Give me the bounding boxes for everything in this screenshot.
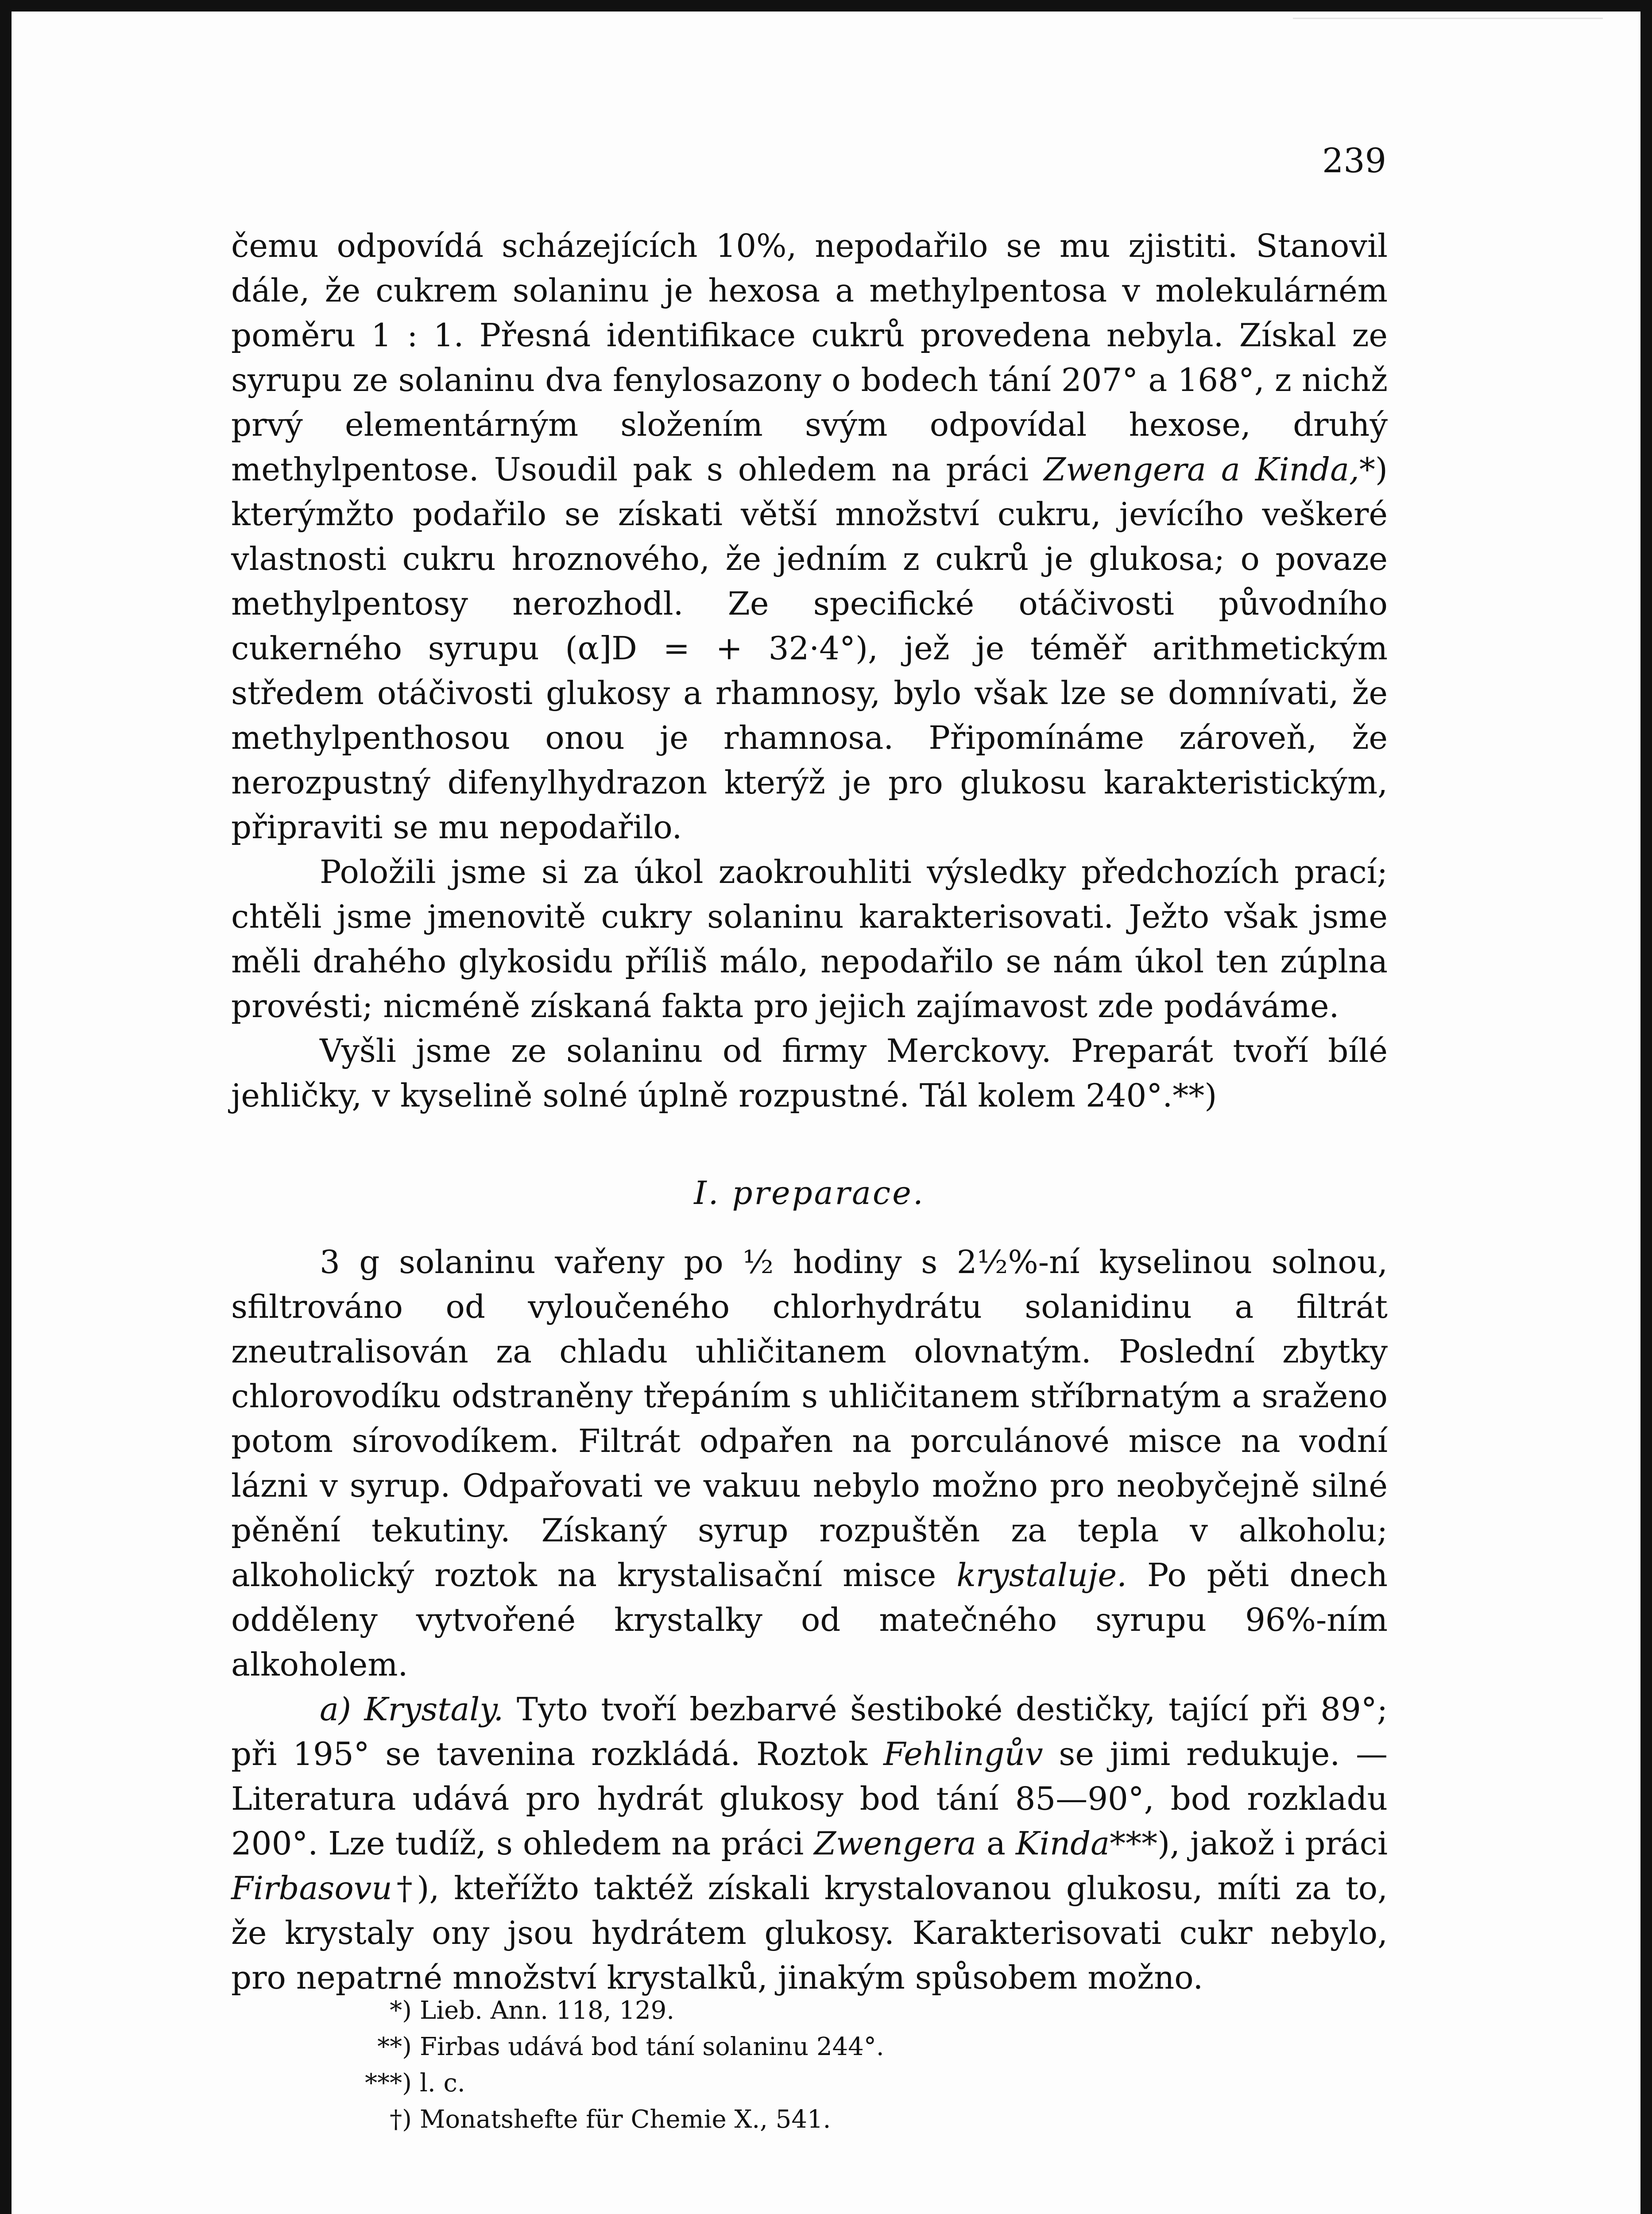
paragraph-5: a) Krystaly. Tyto tvoří bezbarvé šestiboké destičky, tající při 89°; při 195° se tavenina rozkládá. Roztok Fehlingův se jimi redukuje. — Literatura udává pro hydrát glukosy bod tání 85—90°, bod rozkladu 200°. Lze tudíž, s ohledem na práci Zwengera a Kinda***), jakož i práci Firbasovu†), kteřížto taktéž získali krystalovanou glukosu, míti za to, že krystaly ony jsou hydrátem glukosy. Karakterisovati cukr nebylo, pro nepatrné množství krystalků, jinakým spůsobem možno.	[231, 1691, 1388, 1996]
footnote: *) Lieb. Ann. 118, 129.	[390, 1996, 675, 2025]
footnote: †) Monatshefte für Chemie X., 541.	[390, 2105, 831, 2134]
page-number: 239	[1322, 141, 1386, 180]
paragraph-3: Vyšli jsme ze solaninu od firmy Merckovy. Preparát tvoří bílé jehličky, v kyselině solné úplně rozpustné. Tál kolem 240°.**)	[231, 1032, 1388, 1114]
footnotes	[345, 1993, 1364, 2138]
text-block-2	[231, 1240, 1388, 2000]
footnote: **) Firbas udává bod tání solaninu 244°.	[377, 2032, 884, 2061]
paragraph-2: Položili jsme si za úkol zaokrouhliti výsledky předchozích prací; chtěli jsme jmenovitě cukry solaninu karakterisovati. Ježto však jsme měli drahého glykosidu příliš málo, nepodařilo se nám úkol ten zúplna provésti; nicméně získaná fakta pro jejich zajímavost zde podáváme.	[231, 853, 1388, 1025]
footnote: ***) l. c.	[365, 2069, 465, 2098]
scan-artifact	[1293, 18, 1603, 134]
text-block-1	[231, 224, 1388, 1118]
section-title: I. preparace.	[694, 1174, 925, 1212]
paragraph-4: 3 g solaninu vařeny po ½ hodiny s 2½%-ní kyselinou solnou, sfiltrováno od vyloučeného chlorhydrátu solanidinu a filtrát zneutralisován za chladu uhličitanem olovnatým. Poslední zbytky chlorovodíku odstraněny třepáním s uhličitanem stříbrnatým a sraženo potom sírovodíkem. Filtrát odpařen na porculánové misce na vodní lázni v syrup. Odpařovati ve vakuu nebylo možno pro neobyčejně silné pěnění tekutiny. Získaný syrup rozpuštěn za tepla v alkoholu; alkoholický roztok na krystalisační misce krystaluje. Po pěti dnech odděleny vytvořené krystalky od matečného syrupu 96%-ním alkoholem.	[231, 1243, 1388, 1683]
paragraph-1: čemu odpovídá scházejících 10%, nepodařilo se mu zjistiti. Stanovil dále, že cukrem solaninu je hexosa a methylpentosa v molekulárném poměru 1 : 1. Přesná identifikace cukrů provedena nebyla. Získal ze syrupu ze solaninu dva fenylosazony o bodech tání 207° a 168°, z nichž prvý elementárným složením svým odpovídal hexose, druhý methylpentose. Usoudil pak s ohledem na práci Zwengera a Kinda,*) kterýmžto podařilo se získati větší množství cukru, jevícího veškeré vlastnosti cukru hroznového, že jedním z cukrů je glukosa; o povaze methylpentosy nerozhodl. Ze specifické otáčivosti původního cukerného syrupu (α]D = + 32·4°), jež je téměř arithmetickým středem otáčivosti glukosy a rhamnosy, bylo však lze se domnívati, že methylpenthosou onou je rhamnosa. Připomínáme zároveň, že nerozpustný difenylhydrazon kterýž je pro glukosu karakteristickým, připraviti se mu nepodařilo.	[231, 227, 1388, 846]
